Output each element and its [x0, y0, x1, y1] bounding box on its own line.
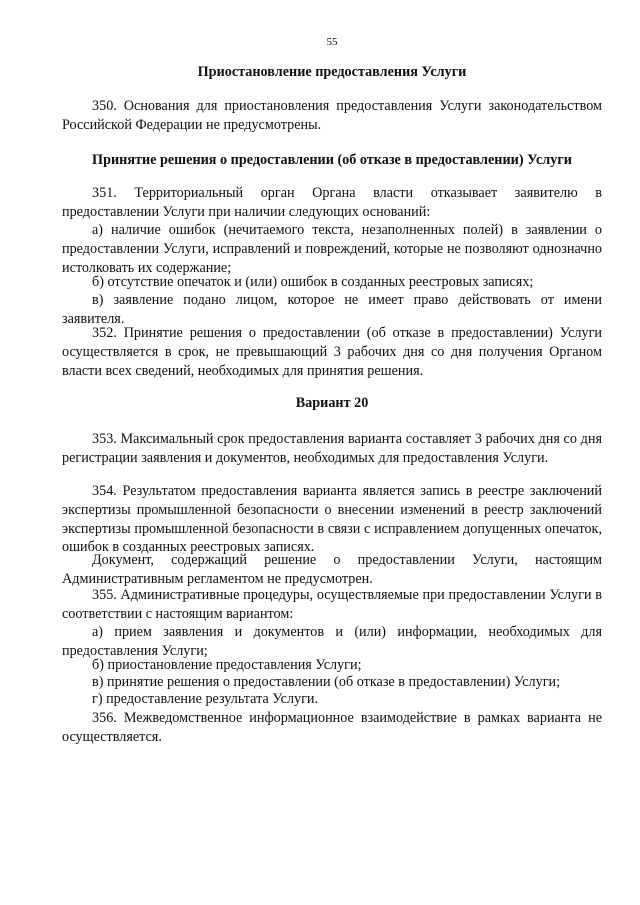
paragraph-355: 355. Административные процедуры, осуществляемые при предоставлении Услуги в соответствии с настоящим вариантом:: [62, 587, 602, 622]
heading-variant-20: Вариант 20: [295, 395, 369, 411]
heading-decision: Принятие решения о предоставлении (об отказе в предоставлении) Услуги: [92, 152, 572, 168]
paragraph-351-b: б) отсутствие опечаток и (или) ошибок в созданных реестровых записях;: [92, 274, 534, 290]
paragraph-355-b: б) приостановление предоставления Услуги;: [92, 657, 362, 673]
paragraph-355-d: г) предоставление результата Услуги.: [92, 691, 319, 707]
paragraph-352: 352. Принятие решения о предоставлении (об отказе в предоставлении) Услуги осуществляется в срок, не превышающий 3 рабочих дня со дня получения Органом власти всех сведений, необходимых для принятия решения.: [62, 325, 602, 379]
paragraph-354-document: Документ, содержащий решение о предоставлении Услуги, настоящим Административным регламентом не предусмотрен.: [62, 552, 602, 587]
paragraph-350: 350. Основания для приостановления предоставления Услуги законодательством Российской Федерации не предусмотрены.: [62, 98, 602, 133]
heading-suspension: Приостановление предоставления Услуги: [197, 64, 467, 80]
paragraph-355-c: в) принятие решения о предоставлении (об отказе в предоставлении) Услуги;: [92, 674, 561, 690]
page-number: 55: [326, 36, 338, 48]
paragraph-351: 351. Территориальный орган Органа власти отказывает заявителю в предоставлении Услуги при наличии следующих оснований:: [62, 185, 602, 220]
paragraph-351-a: а) наличие ошибок (нечитаемого текста, незаполненных полей) в заявлении о предоставлении Услуги, исправлений и повреждений, которые не позволяют однозначно истолковать их содержание;: [62, 222, 602, 276]
paragraph-351-c: в) заявление подано лицом, которое не имеет право действовать от имени заявителя.: [62, 292, 602, 327]
paragraph-354: 354. Результатом предоставления варианта является запись в реестре заключений экспертизы промышленной безопасности о внесении изменений в реестр заключений экспертизы промышленной безопасности в связи с исправлением допущенных опечаток, ошибок в созданных реестровых записях.: [62, 483, 602, 556]
paragraph-355-a: а) прием заявления и документов и (или) информации, необходимых для предоставления Услуги;: [62, 624, 602, 659]
paragraph-356: 356. Межведомственное информационное взаимодействие в рамках варианта не осуществляется.: [62, 710, 602, 745]
paragraph-353: 353. Максимальный срок предоставления варианта составляет 3 рабочих дня со дня регистрации заявления и документов, необходимых для предоставления Услуги.: [62, 431, 602, 466]
